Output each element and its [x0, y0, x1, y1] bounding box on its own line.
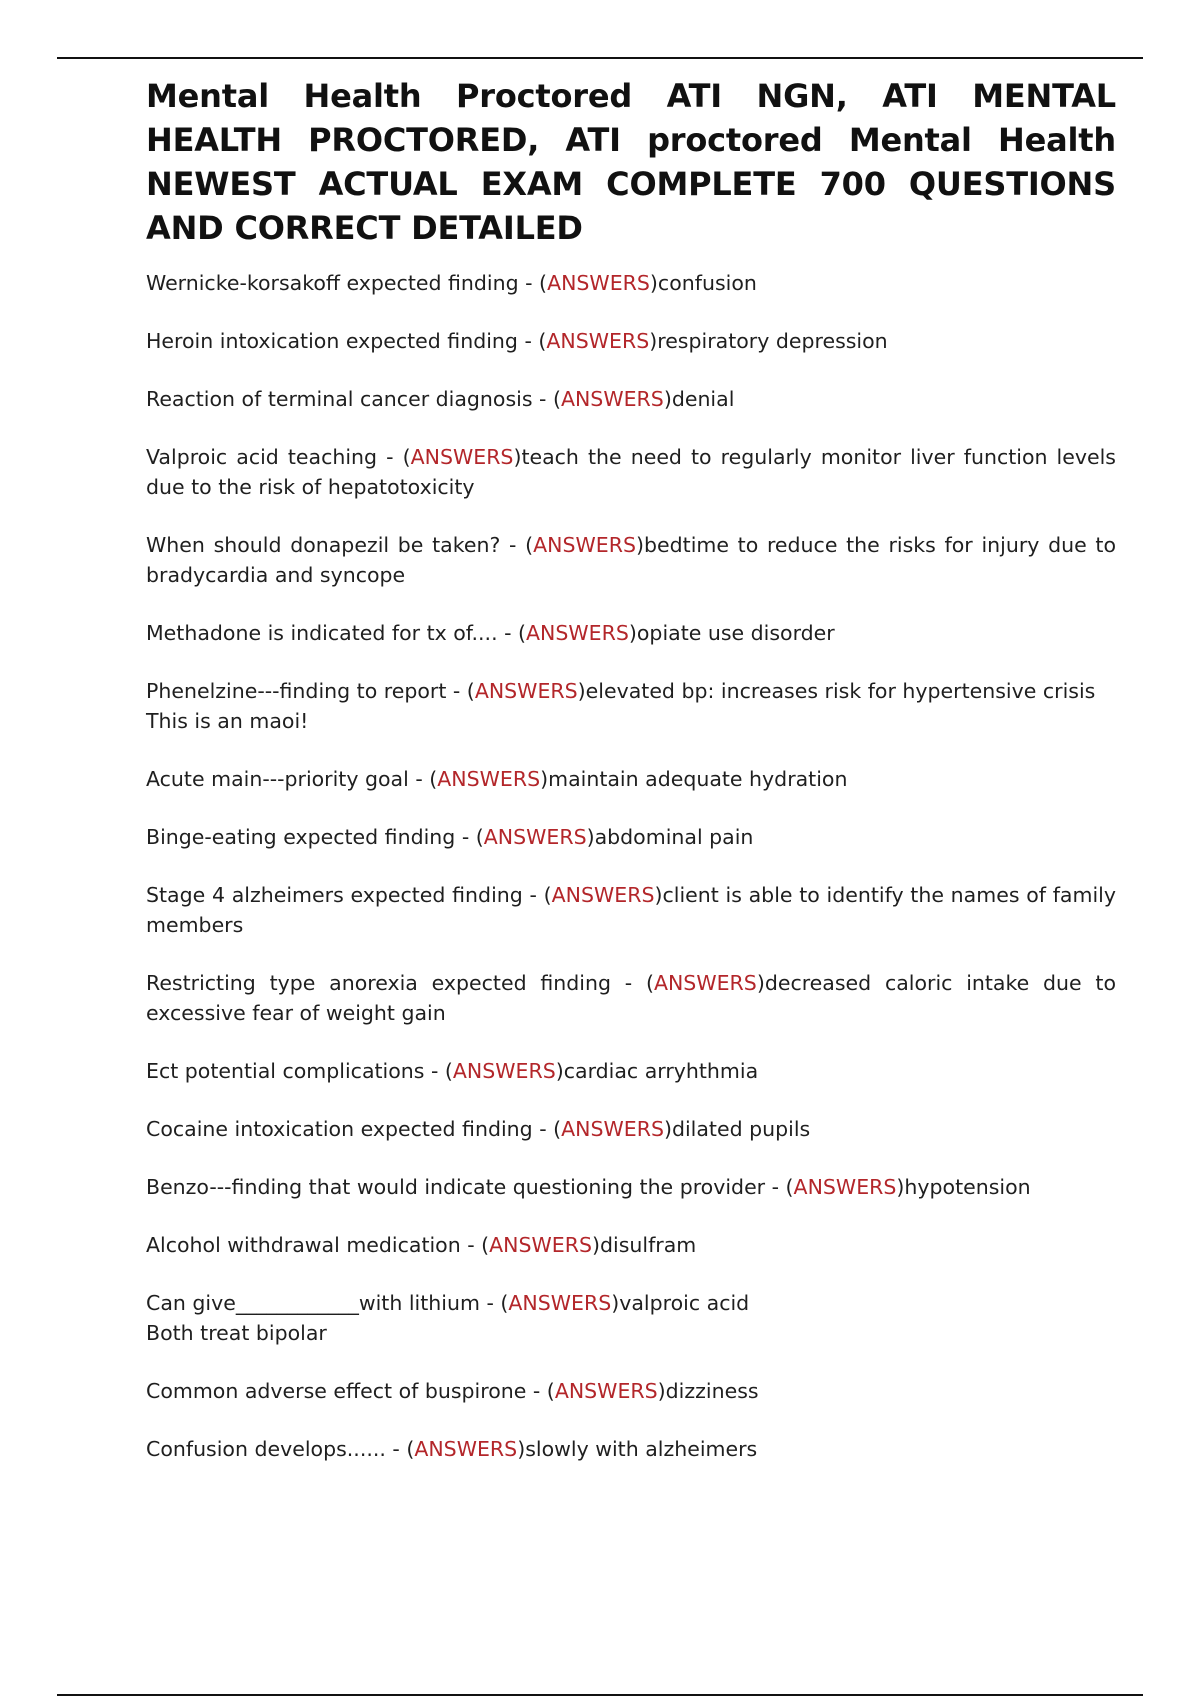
qa-item: Binge-eating expected finding - (ANSWERS)abdominal pain [146, 825, 754, 849]
answers-label: ANSWERS [410, 445, 514, 469]
question-text: Acute main---priority goal [146, 767, 409, 791]
answer-text: dizziness [665, 1379, 759, 1403]
question-text: Heroin intoxication expected finding [146, 329, 518, 353]
answer-text: elevated bp: increases risk for hypertensive crisis [585, 679, 1096, 703]
question-text: Binge-eating expected finding [146, 825, 456, 849]
answers-label: ANSWERS [474, 679, 578, 703]
answers-label: ANSWERS [561, 1117, 664, 1141]
qa-item: Restricting type anorexia expected finding - (ANSWERS)decreased caloric intake due to excessive fear of weight gain [146, 971, 1116, 1025]
answer-text: decreased caloric intake due to excessive fear of weight gain [146, 971, 1116, 1025]
answer-text: abdominal pain [594, 825, 754, 849]
answer-text: bedtime to reduce the risks for injury due to bradycardia and syncope [146, 533, 1116, 587]
answers-label: ANSWERS [489, 1233, 593, 1257]
answer-text: dilated pupils [671, 1117, 811, 1141]
qa-item: When should donapezil be taken? - (ANSWERS)bedtime to reduce the risks for injury due to bradycardia and syncope [146, 533, 1116, 587]
question-text: Phenelzine---finding to report [146, 679, 447, 703]
answer-text: hypotension [904, 1175, 1031, 1199]
answers-label: ANSWERS [560, 387, 664, 411]
question-text: Cocaine intoxication expected finding [146, 1117, 533, 1141]
answer-text: maintain adequate hydration [548, 767, 848, 791]
qa-item: Phenelzine---finding to report - (ANSWERS)elevated bp: increases risk for hypertensive crisis This is an maoi! [146, 676, 1116, 736]
question-text: Methadone is indicated for tx of.... [146, 621, 498, 645]
answers-label: ANSWERS [526, 621, 629, 645]
question-text: Ect potential complications [146, 1059, 425, 1083]
bottom-divider [57, 1694, 1143, 1696]
answers-label: ANSWERS [547, 271, 650, 295]
qa-item: Valproic acid teaching - (ANSWERS)teach the need to regularly monitor liver function levels due to the risk of hepatotoxicity [146, 445, 1116, 499]
question-text: Alcohol withdrawal medication [146, 1233, 461, 1257]
qa-item: Alcohol withdrawal medication - (ANSWERS)disulfram [146, 1233, 697, 1257]
top-divider [57, 57, 1143, 59]
qa-item: Cocaine intoxication expected finding - (ANSWERS)dilated pupils [146, 1117, 811, 1141]
answers-label: ANSWERS [551, 883, 655, 907]
qa-item: Confusion develops...... - (ANSWERS)slowly with alzheimers [146, 1437, 758, 1461]
answer-text: teach the need to regularly monitor liver function levels due to the risk of hepatotoxicity [146, 445, 1116, 499]
answers-label: ANSWERS [533, 533, 637, 557]
answers-label: ANSWERS [414, 1437, 518, 1461]
qa-item: Stage 4 alzheimers expected finding - (ANSWERS)client is able to identify the names of family members [146, 883, 1116, 937]
answer-text: disulfram [600, 1233, 697, 1257]
question-text: Benzo---finding that would indicate questioning the provider [146, 1175, 766, 1199]
answer-note: This is an maoi! [146, 709, 309, 733]
qa-item: Can give____________with lithium - (ANSWERS)valproic acid Both treat bipolar [146, 1288, 1116, 1348]
answers-label: ANSWERS [452, 1059, 556, 1083]
qa-item: Wernicke-korsakoff expected finding - (ANSWERS)confusion [146, 271, 757, 295]
answers-label: ANSWERS [653, 971, 757, 995]
qa-item: Common adverse effect of buspirone - (ANSWERS)dizziness [146, 1379, 759, 1403]
answers-label: ANSWERS [437, 767, 541, 791]
answer-text: respiratory depression [657, 329, 888, 353]
qa-item: Heroin intoxication expected finding - (ANSWERS)respiratory depression [146, 329, 888, 353]
answer-text: confusion [657, 271, 757, 295]
question-text: When should donapezil be taken? [146, 533, 501, 557]
question-text: Reaction of terminal cancer diagnosis [146, 387, 533, 411]
qa-item: Methadone is indicated for tx of.... - (ANSWERS)opiate use disorder [146, 621, 835, 645]
document-body [146, 74, 1116, 1492]
qa-item: Ect potential complications - (ANSWERS)cardiac arryhthmia [146, 1059, 759, 1083]
answer-text: denial [671, 387, 735, 411]
qa-item: Benzo---finding that would indicate questioning the provider - (ANSWERS)hypotension [146, 1175, 1031, 1199]
answer-text: valproic acid [619, 1291, 750, 1315]
answer-text: slowly with alzheimers [525, 1437, 758, 1461]
qa-item: Acute main---priority goal - (ANSWERS)maintain adequate hydration [146, 767, 848, 791]
answers-label: ANSWERS [554, 1379, 658, 1403]
answers-label: ANSWERS [546, 329, 650, 353]
question-text: Stage 4 alzheimers expected finding [146, 883, 523, 907]
question-text: Confusion develops...... [146, 1437, 386, 1461]
answer-text: client is able to identify the names of family members [146, 883, 1116, 937]
answers-label: ANSWERS [793, 1175, 897, 1199]
document-title: Mental Health Proctored ATI NGN, ATI MENTAL HEALTH PROCTORED, ATI proctored Mental Health NEWEST ACTUAL EXAM COMPLETE 700 QUESTIONS AND CORRECT DETAILED [146, 77, 1116, 247]
answer-text: opiate use disorder [636, 621, 835, 645]
question-text: Wernicke-korsakoff expected finding [146, 271, 519, 295]
question-text: Common adverse effect of buspirone [146, 1379, 527, 1403]
qa-list [146, 268, 1116, 1464]
qa-item: Reaction of terminal cancer diagnosis - (ANSWERS)denial [146, 387, 735, 411]
question-text: Valproic acid teaching [146, 445, 378, 469]
answer-text: cardiac arryhthmia [563, 1059, 759, 1083]
answers-label: ANSWERS [508, 1291, 612, 1315]
answer-note: Both treat bipolar [146, 1321, 327, 1345]
question-text: Restricting type anorexia expected finding [146, 971, 611, 995]
question-text: Can give____________with lithium [146, 1291, 480, 1315]
answers-label: ANSWERS [483, 825, 587, 849]
